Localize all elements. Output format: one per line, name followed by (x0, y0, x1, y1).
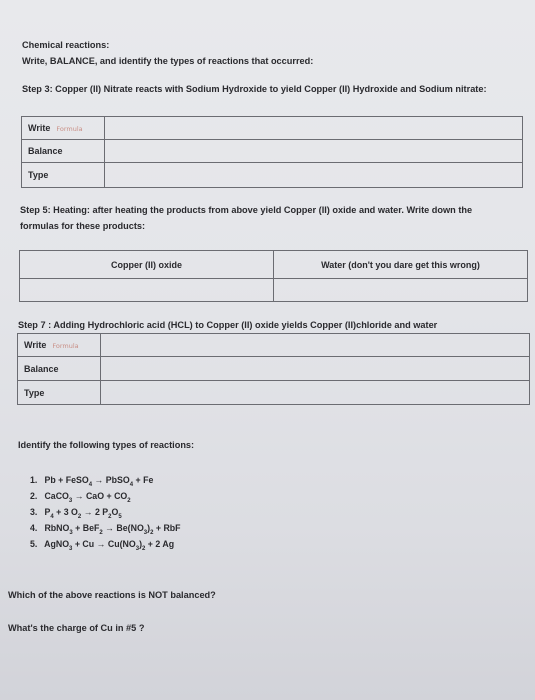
arrow-icon: → (83, 507, 93, 517)
step3-balance-field[interactable] (105, 140, 523, 163)
arrow-icon: → (105, 523, 114, 533)
step7-write-field[interactable] (101, 334, 530, 357)
identify-title: Identify the following types of reactions: (18, 440, 195, 450)
step5-table (19, 250, 528, 302)
water-header: Water (don't you dare get this wrong) (274, 251, 528, 279)
step3-type-field[interactable] (105, 163, 523, 188)
step7-type-field[interactable] (101, 381, 530, 405)
step7-balance-label: Balance (18, 357, 101, 381)
step3-balance-label: Balance (22, 140, 105, 163)
copper-oxide-field[interactable] (20, 279, 274, 302)
reaction-item: 1. Pb + FeSO$_4$ → PbSO$_4$ + Fe (30, 475, 154, 488)
reaction-item: 4. RbNO$_3$ + $BeF_2 \to Be(NO_3)_2$ + RbF (30, 523, 181, 536)
step7-prompt: Step 7 : Adding Hydrochloric acid (HCL) to Copper (II) oxide yields Copper (II)chloride and water (18, 320, 438, 330)
step3-prompt: Step 3: Copper (II) Nitrate reacts with Sodium Hydroxide to yield Copper (II) Hydroxide and Sodium nitrate: (22, 84, 487, 94)
step7-type-label: Type (18, 381, 101, 405)
step3-table (21, 116, 523, 188)
step3-write-label: Write Formula (22, 117, 105, 140)
reaction-item: 3. $P_4 + 3$ $O_2 \to 2$ $P_2O_5$ (30, 507, 122, 520)
step7-table (17, 333, 530, 405)
arrow-icon: → (94, 475, 104, 485)
arrow-icon: → (74, 491, 84, 501)
question-cu-charge: What's the charge of Cu in #5 ? (8, 623, 145, 633)
question-unbalanced: Which of the above reactions is NOT balanced? (8, 590, 216, 600)
instructions: Write, BALANCE, and identify the types of reactions that occurred: (22, 56, 314, 66)
copper-oxide-header: Copper (II) oxide (20, 251, 274, 279)
reaction-item: 2. CaCO$_3$ → CaO + $CO_2$ (30, 491, 131, 504)
step3-type-label: Type (22, 163, 105, 188)
step7-balance-field[interactable] (101, 357, 530, 381)
step5-prompt-line2: formulas for these products: (20, 221, 146, 231)
reaction-list (30, 472, 181, 552)
page-title: Chemical reactions: (22, 40, 110, 50)
formula-hint: Formula (56, 125, 83, 133)
water-field[interactable] (274, 279, 528, 302)
reaction-item: 5. AgNO$_3$ + $Cu \to Cu(NO_3)_2 + 2$ Ag (30, 539, 175, 552)
formula-hint: Formula (52, 342, 79, 350)
step3-write-field[interactable] (105, 117, 523, 140)
step7-write-label: Write Formula (18, 334, 101, 357)
step5-prompt-line1: Step 5: Heating: after heating the products from above yield Copper (II) oxide and water. Write down the (20, 205, 473, 215)
arrow-icon: → (96, 539, 106, 549)
